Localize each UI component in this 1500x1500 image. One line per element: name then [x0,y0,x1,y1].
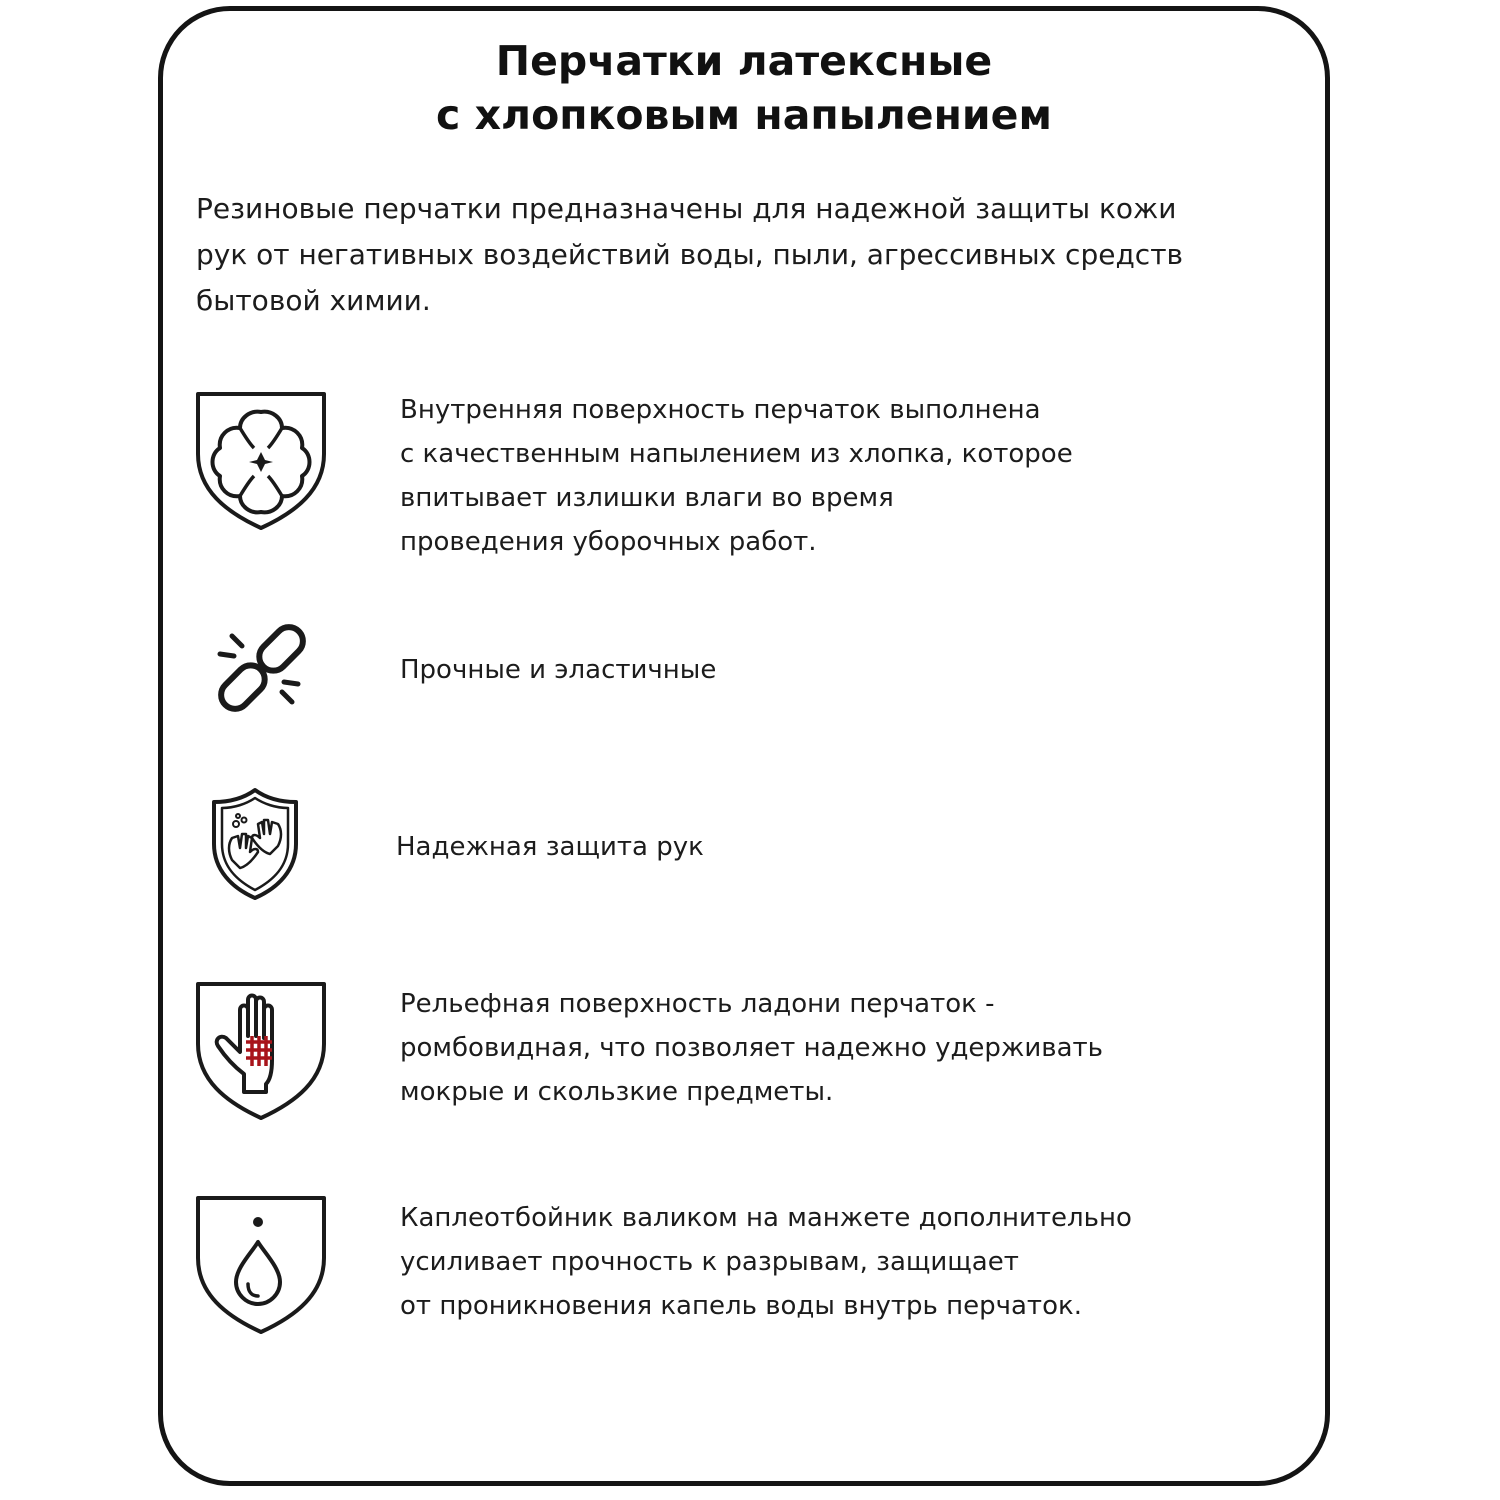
feature-strength-text [400,648,716,692]
feature-line: Рельефная поверхность ладони перчаток - [400,989,995,1019]
feature-line: впитывает излишки влаги во время [400,483,894,513]
feature-line: Внутренняя поверхность перчаток выполнена [400,395,1041,425]
intro-line-3: бытовой химии. [196,284,431,317]
feature-line: Надежная защита рук [396,832,704,862]
feature-protection-text [396,825,704,869]
title-line-1: Перчатки латексные [495,37,993,85]
feature-grip-text [400,982,1103,1114]
intro-line-1: Резиновые перчатки предназначены для надежной защиты кожи [196,192,1177,225]
feature-line: от проникновения капель воды внутрь перчаток. [400,1291,1082,1321]
feature-line: Каплеотбойник валиком на манжете дополнительно [400,1203,1132,1233]
feature-line: ромбовидная, что позволяет надежно удерживать [400,1033,1103,1063]
feature-line: Прочные и эластичные [400,655,717,685]
feature-line: с качественным напылением из хлопка, которое [400,439,1073,469]
feature-cotton-text [400,388,1073,564]
hands-shield-icon [208,786,302,902]
cotton-shield-icon [194,390,328,532]
chain-link-icon [204,612,320,724]
intro-paragraph [196,186,1306,324]
page-title [158,34,1330,142]
water-drop-shield-icon [194,1194,328,1336]
intro-line-2: рук от негативных воздействий воды, пыли, агрессивных средств [196,238,1184,271]
feature-line: усиливает прочность к разрывам, защищает [400,1247,1019,1277]
feature-line: проведения уборочных работ. [400,527,817,557]
feature-drip-guard-text [400,1196,1132,1328]
title-line-2: с хлопковым напылением [436,91,1052,139]
textured-palm-shield-icon [194,980,328,1122]
feature-line: мокрые и скользкие предметы. [400,1077,834,1107]
